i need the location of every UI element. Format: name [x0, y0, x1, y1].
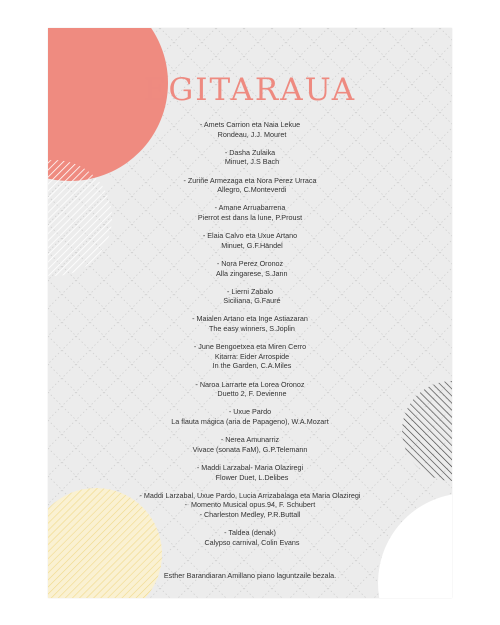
program-line: La flauta mágica (aria de Papageno), W.A.Mozart — [171, 417, 329, 426]
program-line: Pierrot est dans la lune, P.Proust — [197, 212, 303, 222]
program-line: - June Bengoetxea eta Miren Cerro — [193, 342, 307, 352]
program-line: Flower Duet, L.Delibes — [211, 472, 289, 482]
program-line: - Amane Arruabarrena — [214, 203, 286, 213]
program-item — [48, 203, 452, 222]
pianist-note: Esther Barandiaran Amillano piano laguntzaile bezala. — [163, 571, 337, 580]
program-item — [48, 380, 452, 399]
program-item — [48, 120, 452, 139]
program-item — [48, 259, 452, 278]
program-line: Calypso carnival, Colin Evans — [200, 537, 300, 547]
program-line: - Nerea Amunarriz — [220, 435, 280, 445]
program-line: - Amets Carrion eta Naia Lekue — [199, 120, 301, 129]
program-item — [48, 491, 452, 520]
program-line: Duetto 2, F. Devienne — [213, 389, 287, 399]
program-item — [48, 528, 452, 547]
program-line: Alla zingarese, S.Jann — [212, 268, 288, 278]
program-list — [48, 120, 452, 556]
program-line: - Maddi Larzabal- Maria Olaziregi — [196, 462, 304, 472]
program-line: - Taldea (denak) — [224, 528, 276, 538]
page-title: EGITARAUA — [143, 72, 357, 108]
program-item — [48, 435, 452, 454]
program-line: - Maialen Artano eta Inge Astiazaran — [192, 314, 308, 324]
program-page — [48, 28, 452, 598]
program-line: - Maddi Larzabal, Uxue Pardo, Lucia Arrizabalaga eta Maria Olaziregi — [139, 490, 361, 500]
program-item — [48, 176, 452, 195]
program-line: Kitarra: Eider Arrospide — [210, 351, 290, 361]
program-item — [48, 407, 452, 426]
program-line: - Zuriñe Armezaga eta Nora Perez Urraca — [183, 175, 317, 185]
program-line: The easy winners, S.Joplin — [205, 324, 295, 334]
program-line: Minuet, J.S Bach — [220, 157, 280, 167]
program-line: Siciliana, G.Fauré — [219, 296, 281, 306]
program-item — [48, 148, 452, 167]
program-line: Rondeau, J.J. Mouret — [213, 129, 287, 139]
program-line: Vivace (sonata FaM), G.P.Telemann — [192, 444, 308, 454]
program-line: - Momento Musical opus.94, F. Schubert — [184, 500, 316, 510]
program-line: - Dasha Zulaika — [224, 147, 276, 157]
program-line: In the Garden, C.A.Miles — [208, 361, 292, 371]
program-line: - Elaia Calvo eta Uxue Artano — [202, 231, 298, 241]
program-line: - Uxue Pardo — [228, 407, 272, 417]
program-line: Allegro, C.Monteverdi — [213, 185, 287, 195]
program-item — [48, 314, 452, 333]
program-line: - Naroa Larrarte eta Lorea Oronoz — [195, 379, 305, 389]
program-line: Minuet, G.F.Händel — [217, 240, 283, 250]
program-item — [48, 342, 452, 371]
program-item — [48, 231, 452, 250]
program-line: - Nora Perez Oronoz — [216, 258, 284, 268]
program-item — [48, 463, 452, 482]
program-line: - Lierni Zabalo — [227, 286, 273, 296]
program-item — [48, 287, 452, 306]
program-line: - Charleston Medley, P.R.Buttall — [199, 509, 301, 519]
